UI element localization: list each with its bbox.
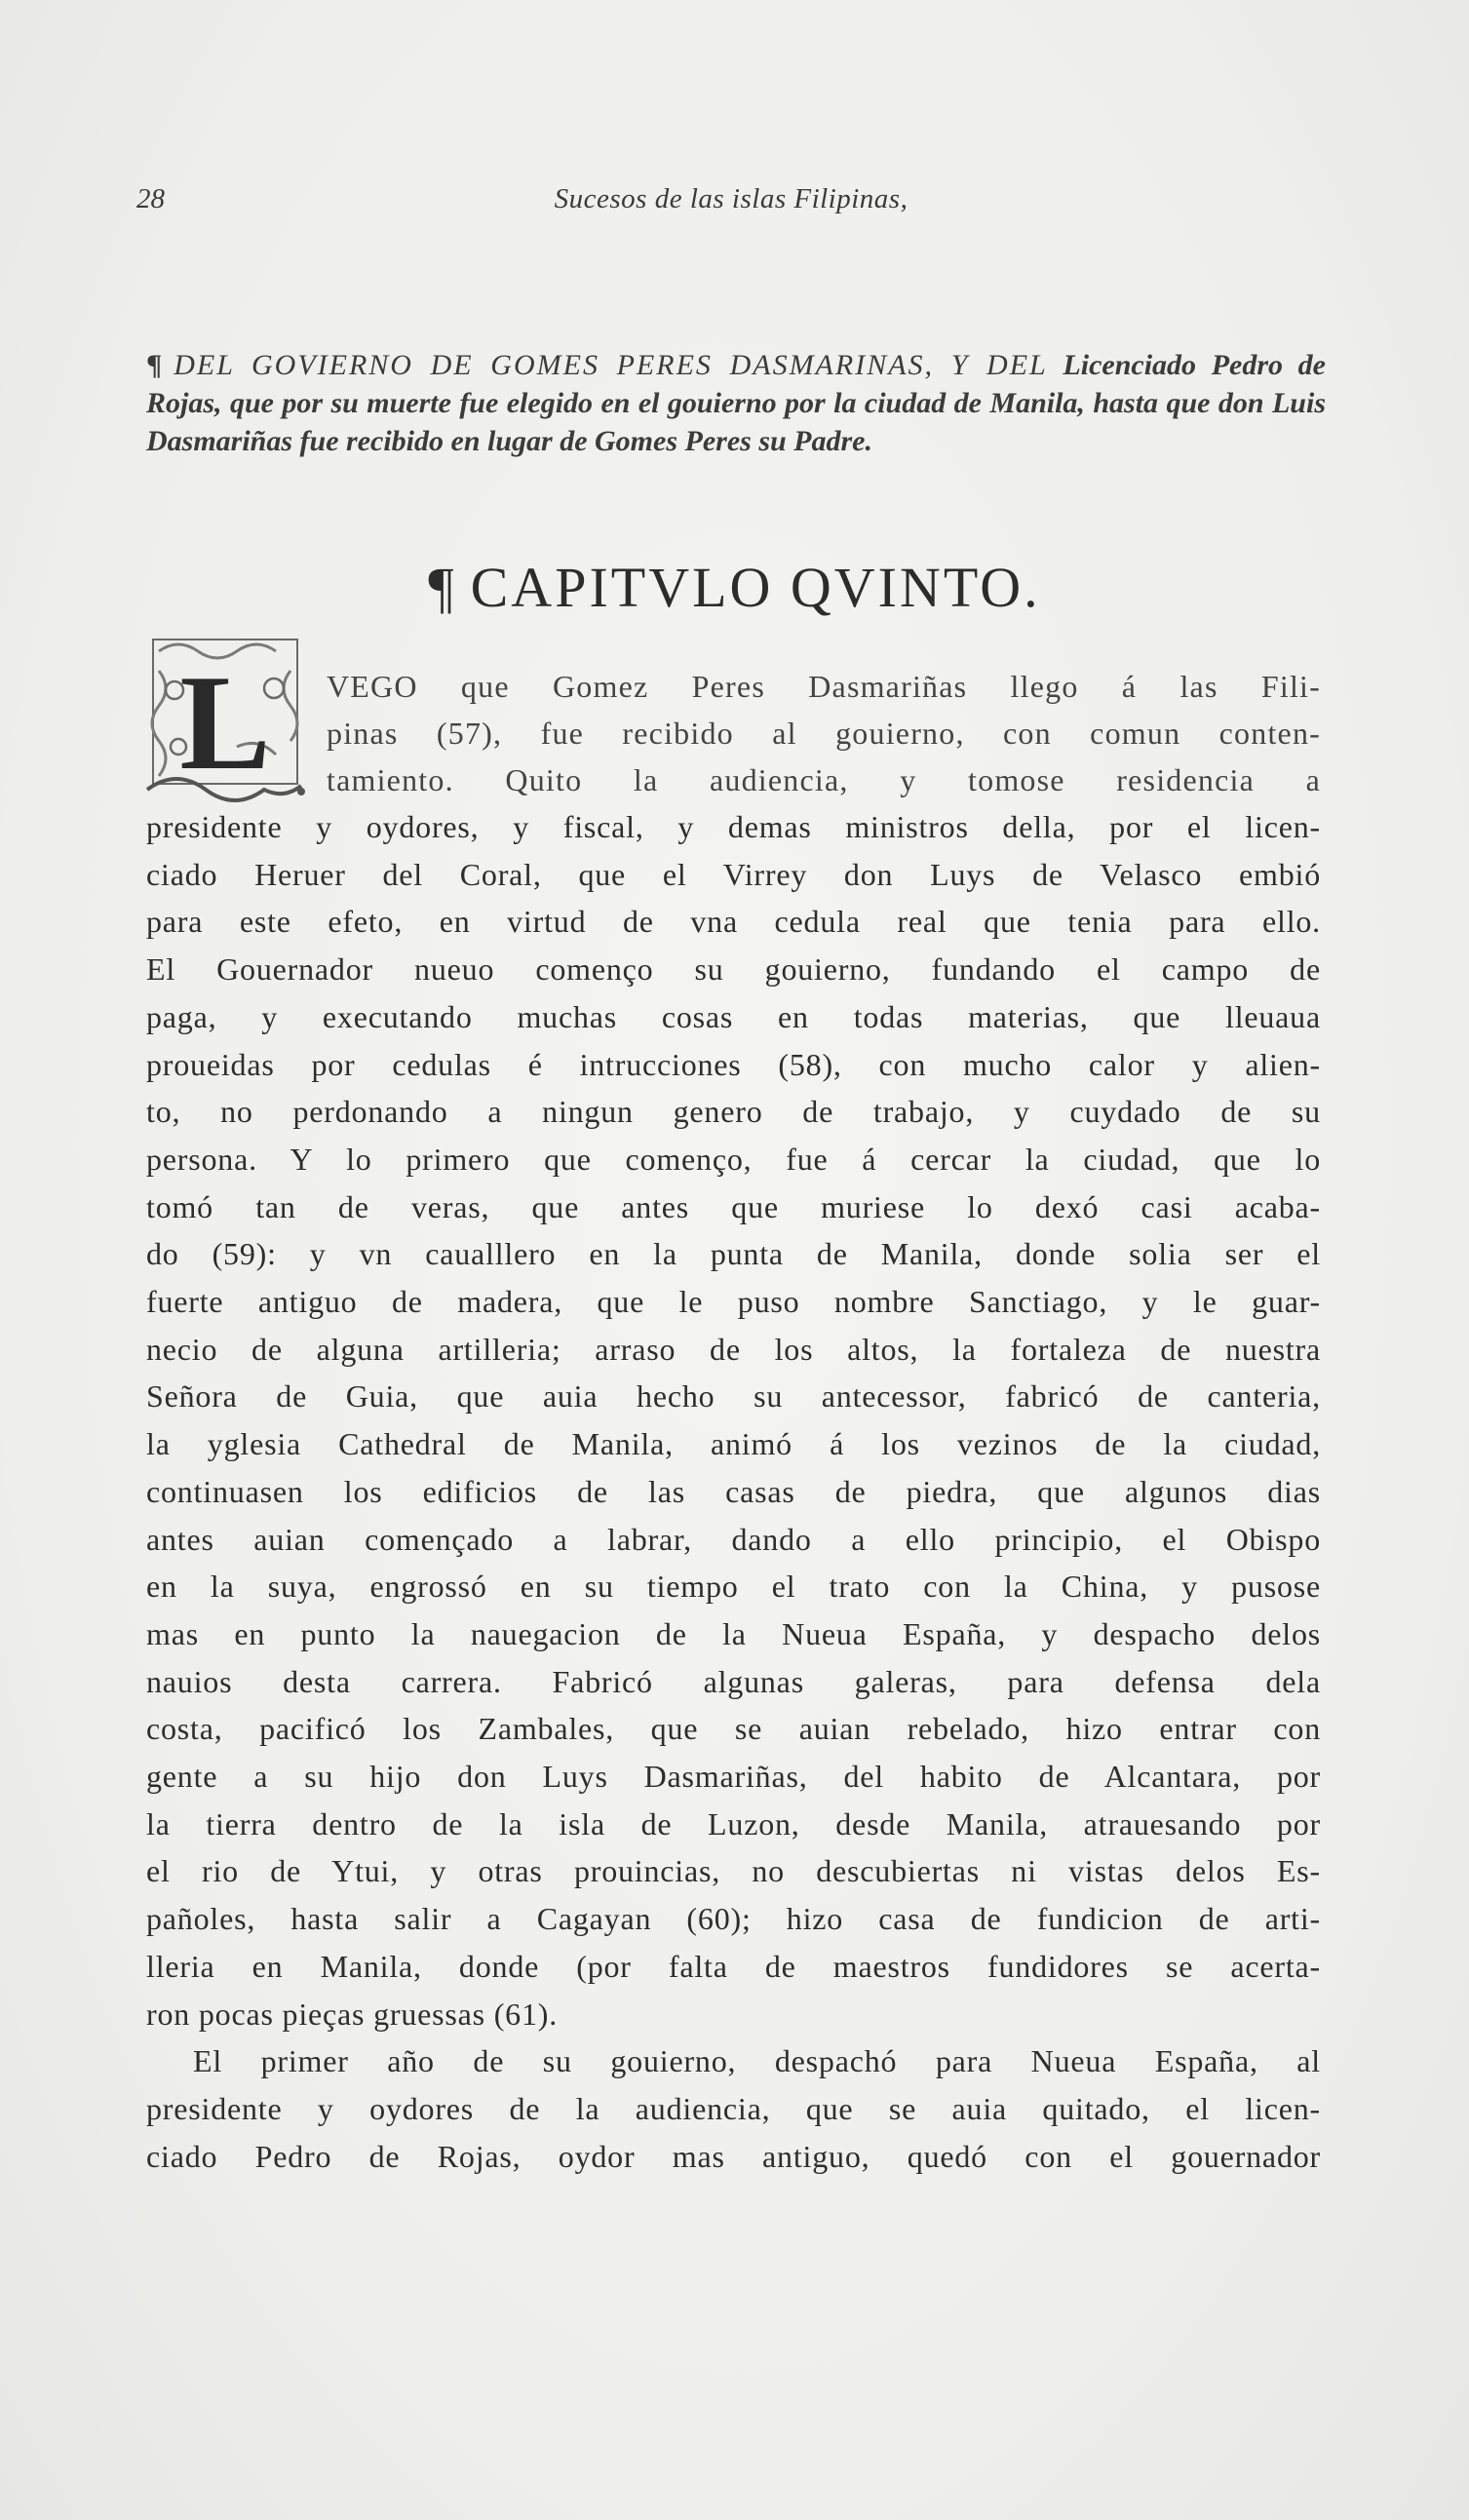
summary-caps: DEL GOVIERNO DE GOMES PERES DASMARINAS, Y DEL: [174, 349, 1048, 381]
ornamental-initial: [139, 632, 310, 805]
text-line: El primer año de su gouierno, despachó para Nueua España, al: [193, 2043, 1321, 2079]
text-line: nauios desta carrera. Fabricó algunas galeras, para defensa dela: [146, 1663, 1321, 1699]
text-line: El Gouernador nueuo començo su gouierno, fundando el campo de: [146, 951, 1321, 988]
ornamental-initial-graphic: [139, 632, 310, 805]
summary-text: Licenciado Pedro de Rojas, que por su muerte fue elegido en el gouierno por la ciudad de Manila, hasta que don Luis Dasmariñas fue recibido en lugar de Gomes Peres su Padre.: [146, 349, 1326, 457]
text-line: mas en punto la nauegacion de la Nueua España, y despacho delos: [146, 1615, 1321, 1651]
drop-cap-letter: L: [179, 647, 271, 798]
text-line: el rio de Ytui, y otras prouincias, no descubiertas ni vistas delos Es-: [146, 1853, 1321, 1889]
text-line: gente a su hijo don Luys Dasmariñas, del habito de Alcantara, por: [146, 1759, 1321, 1795]
text-line: costa, pacificó los Zambales, que se auian rebelado, hizo entrar con: [146, 1711, 1321, 1747]
text-line: pinas (57), fue recibido al gouierno, con comun conten-: [327, 716, 1321, 751]
running-head: [136, 183, 1326, 232]
text-line: fuerte antiguo de madera, que le puso nombre Sanctiago, y le guar-: [146, 1284, 1321, 1320]
text-line: ciado Heruer del Coral, que el Virrey don Luys de Velasco embió: [146, 856, 1321, 892]
chapter-heading: [0, 554, 1469, 622]
text-line: tomó tan de veras, que antes que muriese lo dexó casi acaba-: [146, 1188, 1321, 1224]
text-line: la yglesia Cathedral de Manila, animó á los vezinos de la ciudad,: [146, 1426, 1321, 1462]
text-line: la tierra dentro de la isla de Luzon, desde Manila, atrauesando por: [146, 1805, 1321, 1842]
text-line: do (59): y vn caualllero en la punta de Manila, donde solia ser el: [146, 1236, 1321, 1272]
text-line: paga, y executando muchas cosas en todas materias, que lleuaua: [146, 998, 1321, 1034]
text-line: pañoles, hasta salir a Cagayan (60); hizo casa de fundicion de arti-: [146, 1901, 1321, 1937]
text-line: VEGO que Gomez Peres Dasmariñas llego á las Fili-: [327, 669, 1321, 704]
text-line: Señora de Guia, que auia hecho su antecessor, fabricó de canteria,: [146, 1378, 1321, 1415]
text-line: presidente y oydores de la audiencia, que se auia quitado, el licen-: [146, 2090, 1321, 2126]
opening-lines: [327, 663, 1321, 803]
text-line: continuasen los edificios de las casas de piedra, que algunos dias: [146, 1473, 1321, 1509]
page-number: 28: [136, 183, 165, 214]
text-line: presidente y oydores, y fiscal, y demas ministros della, por el licen-: [146, 809, 1321, 844]
chapter-title: CAPITVLO QVINTO.: [470, 556, 1041, 619]
text-line: proueidas por cedulas é intrucciones (58), con mucho calor y alien-: [146, 1046, 1321, 1082]
text-line: ciado Pedro de Rojas, oydor mas antiguo, quedó con el gouernador: [146, 2138, 1321, 2174]
chapter-summary: [146, 346, 1326, 460]
text-line: to, no perdonando a ningun genero de trabajo, y cuydado de su: [146, 1094, 1321, 1130]
text-line: persona. Y lo primero que començo, fue á cercar la ciudad, que lo: [146, 1141, 1321, 1177]
text-line: tamiento. Quito la audiencia, y tomose residencia a: [327, 762, 1321, 797]
text-line: antes auian començado a labrar, dando a ello principio, el Obispo: [146, 1521, 1321, 1557]
text-line: lleria en Manila, donde (por falta de maestros fundidores se acerta-: [146, 1948, 1321, 1984]
pilcrow-mark: ¶: [428, 556, 457, 619]
text-line: necio de alguna artilleria; arraso de los altos, la fortaleza de nuestra: [146, 1331, 1321, 1367]
text-line: ron pocas pieças gruessas (61).: [146, 1996, 559, 2032]
running-title: Sucesos de las islas Filipinas,: [554, 183, 908, 214]
text-line: en la suya, engrossó en su tiempo el trato con la China, y pusose: [146, 1569, 1321, 1605]
pilcrow-mark: ¶: [146, 349, 163, 381]
text-line: para este efeto, en virtud de vna cedula real que tenia para ello.: [146, 904, 1321, 940]
body-text: [146, 803, 1321, 2180]
